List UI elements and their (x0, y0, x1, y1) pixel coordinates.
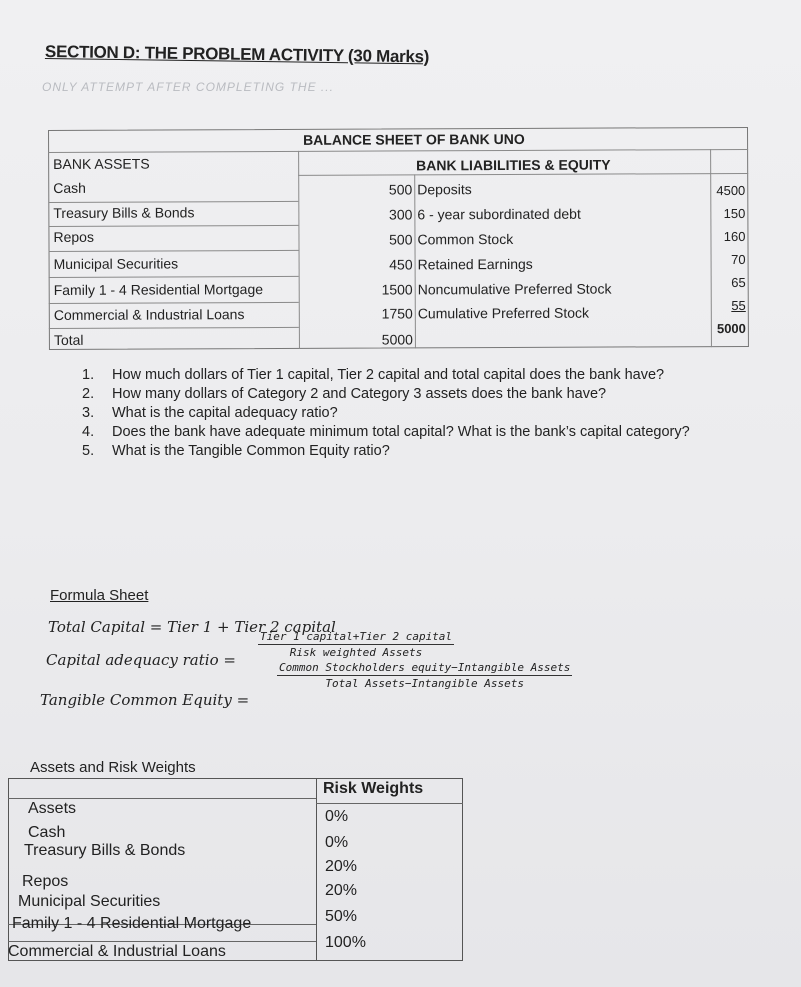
liability-value: 65 (731, 274, 746, 291)
liability-value: 70 (731, 251, 746, 268)
liability-label: Deposits (417, 181, 472, 198)
liability-total: 5000 (716, 320, 746, 337)
risk-weights-title: Assets and Risk Weights (30, 759, 196, 776)
car-label: Capital adequacy ratio = (46, 651, 236, 669)
risk-weight-value: 50% (325, 908, 358, 925)
tce-fraction: Common Stockholders equity−Intangible Assets Total Assets−Intangible Assets (279, 661, 571, 690)
risk-weight-value: 0% (325, 808, 349, 825)
asset-label: Cash (53, 179, 86, 196)
asset-value: 500 (389, 231, 413, 248)
assets-column-header: Assets (28, 800, 77, 817)
question-item: 5. What is the Tangible Common Equity ratio? (82, 443, 390, 459)
section-title: SECTION D: THE PROBLEM ACTIVITY (30 Marks) (44, 42, 430, 67)
asset-row-label: Family 1 - 4 Residential Mortgage (12, 915, 252, 932)
liability-value: 150 (723, 205, 746, 222)
asset-value: 450 (389, 256, 413, 273)
question-item: 1. How much dollars of Tier 1 capital, Tier 2 capital and total capital does the bank have? (82, 367, 665, 383)
liability-label: Retained Earnings (417, 255, 533, 273)
asset-row-label: Commercial & Industrial Loans (8, 943, 226, 960)
risk-weight-value: 20% (325, 858, 358, 875)
asset-row-label: Treasury Bills & Bonds (24, 842, 186, 859)
question-item: 3. What is the capital adequacy ratio? (82, 405, 338, 421)
balance-sheet-title: BALANCE SHEET OF BANK UNO (303, 130, 525, 148)
risk-weight-value: 0% (325, 834, 349, 851)
balance-sheet-table (48, 127, 749, 350)
risk-weights-column-header: Risk Weights (323, 780, 424, 797)
liabilities-header: BANK LIABILITIES & EQUITY (416, 156, 611, 174)
asset-value: 300 (388, 206, 413, 223)
liability-value: 160 (723, 228, 746, 245)
liability-label: Common Stock (417, 230, 514, 248)
question-list (82, 366, 762, 461)
asset-value: 500 (388, 181, 413, 198)
asset-label: Municipal Securities (53, 255, 179, 272)
asset-label: Commercial & Industrial Loans (53, 306, 245, 323)
tce-label: Tangible Common Equity = (40, 691, 250, 709)
total-capital-formula: Total Capital = Tier 1 + Tier 2 capital (48, 618, 336, 636)
asset-value: 5000 (381, 331, 413, 348)
liability-value: 4500 (716, 182, 746, 199)
formula-sheet-title: Formula Sheet (50, 587, 149, 604)
liability-label: 6 - year subordinated debt (417, 205, 581, 223)
faded-note: ONLY ATTEMPT AFTER COMPLETING THE ... (42, 80, 334, 94)
asset-label: Treasury Bills & Bonds (53, 204, 195, 221)
asset-row-label: Cash (28, 824, 66, 841)
asset-label: Family 1 - 4 Residential Mortgage (53, 281, 264, 298)
liability-label: Noncumulative Preferred Stock (417, 280, 612, 298)
asset-value: 1750 (381, 305, 413, 322)
liability-label: Cumulative Preferred Stock (417, 304, 590, 322)
question-item: 2. How many dollars of Category 2 and Category 3 assets does the bank have? (82, 386, 607, 402)
liability-value: 55 (731, 297, 746, 314)
risk-weight-value: 20% (325, 882, 358, 899)
asset-label: Total (53, 331, 84, 348)
risk-weights-table (8, 778, 463, 961)
asset-row-label: Repos (22, 873, 69, 890)
assets-header: BANK ASSETS (53, 155, 150, 172)
asset-label: Repos (53, 228, 94, 245)
risk-weight-value: 100% (325, 934, 366, 951)
asset-value: 1500 (381, 281, 413, 298)
asset-row-label: Municipal Securities (18, 893, 161, 910)
question-item: 4. Does the bank have adequate minimum total capital? What is the bank’s capital category? (82, 424, 690, 440)
car-fraction: Tier 1 capital+Tier 2 capital Risk weighted Assets (260, 630, 453, 659)
